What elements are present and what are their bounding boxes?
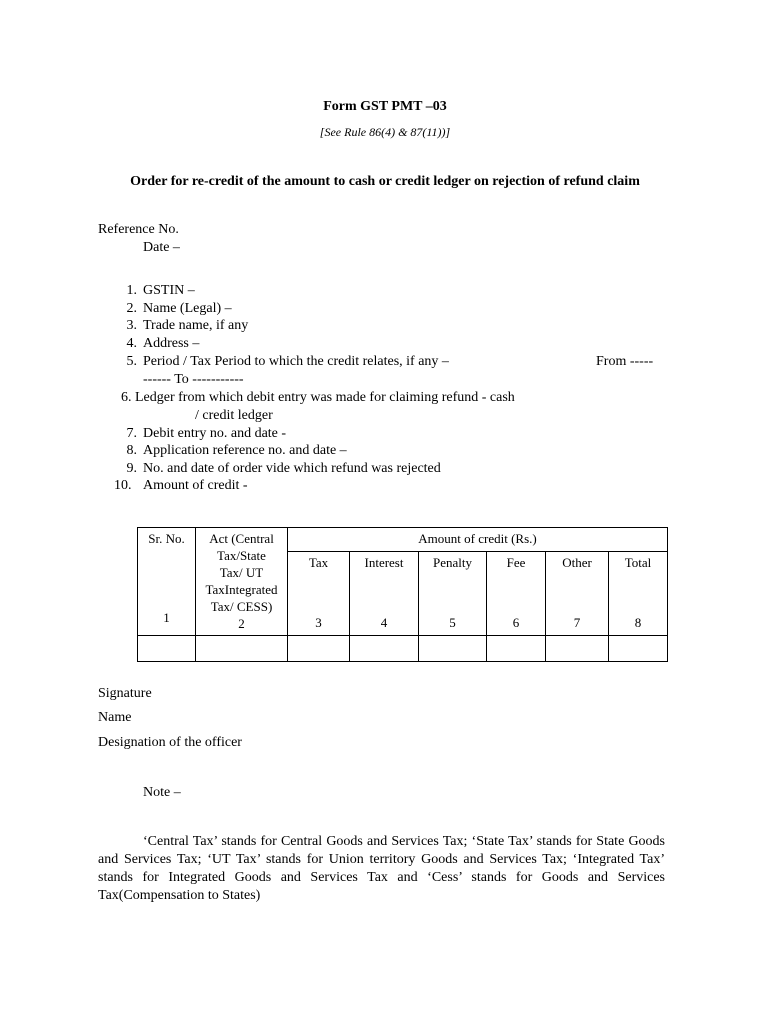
act-line: Tax/State [217, 548, 266, 563]
item-application-ref: Application reference no. and date – [143, 443, 347, 458]
table-cell [138, 636, 196, 662]
item-number: 9. [126, 461, 137, 476]
item-number: 8. [126, 443, 137, 458]
item-number: 3. [126, 318, 137, 333]
table-cell [487, 636, 546, 662]
tax-header [288, 552, 350, 636]
col-number-4: 4 [380, 615, 388, 630]
item-period-to: ------ To ----------- [143, 372, 244, 387]
col-number-3: 3 [315, 615, 322, 630]
item-legal-name: Name (Legal) – [143, 301, 232, 316]
total-label: Total [624, 555, 652, 570]
fee-header [487, 552, 546, 636]
item-order-no: No. and date of order vide which refund was rejected [143, 461, 441, 476]
penalty-label: Penalty [433, 555, 472, 570]
item-ledger-cont: / credit ledger [195, 408, 273, 423]
act-header [196, 528, 288, 636]
act-line: TaxIntegrated [205, 582, 278, 597]
total-header [609, 552, 668, 636]
form-title: Form GST PMT –03 [323, 99, 447, 114]
rule-reference: [See Rule 86(4) & 87(11))] [319, 125, 451, 139]
item-amount-of-credit: Amount of credit - [143, 478, 248, 493]
note-label: Note – [143, 785, 181, 800]
item-gstin: GSTIN – [143, 283, 195, 298]
act-line: Tax/ UT [219, 565, 264, 580]
item-period: Period / Tax Period to which the credit relates, if any – [143, 354, 449, 369]
note-text: ‘Central Tax’ stands for Central Goods and Services Tax; ‘State Tax’ stands for State Goods and Services Tax; ‘UT Tax’ stands for Union territory Goods and Services Tax; ‘Integrated Tax’ stands for Integrated Goods and Services Tax and ‘Cess’ stands for Goods and Services Tax(Compensation to States) [98, 834, 665, 903]
date-label: Date – [143, 240, 180, 255]
col-number-8: 8 [634, 615, 642, 630]
item-number: 2. [126, 301, 137, 316]
col-number-7: 7 [573, 615, 581, 630]
item-period-from: From ----- [596, 354, 654, 369]
table-cell [288, 636, 350, 662]
act-line: Tax/ CESS) [210, 599, 273, 614]
table-cell [196, 636, 288, 662]
other-label: Other [562, 555, 592, 570]
name-label: Name [98, 710, 132, 725]
interest-header [350, 552, 419, 636]
sr-no-label: Sr. No. [148, 531, 185, 546]
item-number: 5. [126, 354, 137, 369]
table-cell [350, 636, 419, 662]
col-number-2: 2 [238, 616, 245, 631]
sr-no-header [138, 528, 196, 636]
item-trade-name: Trade name, if any [143, 318, 249, 333]
act-line: Act (Central [209, 531, 274, 546]
item-number: 10. [114, 478, 132, 493]
table-row [138, 636, 668, 662]
item-debit-entry: Debit entry no. and date - [143, 426, 287, 441]
reference-no-label: Reference No. [98, 222, 179, 237]
signature-label: Signature [98, 686, 152, 701]
other-header [546, 552, 609, 636]
fee-label: Fee [506, 555, 526, 570]
order-title: Order for re-credit of the amount to cash or credit ledger on rejection of refund claim [130, 174, 640, 189]
item-number: 7. [126, 426, 137, 441]
credit-table [137, 527, 668, 662]
col-number-6: 6 [512, 615, 520, 630]
col-number-1: 1 [163, 610, 170, 625]
amount-header: Amount of credit (Rs.) [288, 528, 668, 552]
tax-label: Tax [308, 555, 329, 570]
item-number: 4. [126, 336, 137, 351]
item-number: 1. [126, 283, 137, 298]
penalty-header [419, 552, 487, 636]
item-ledger: 6. Ledger from which debit entry was made for claiming refund - cash [121, 390, 515, 405]
interest-label: Interest [364, 555, 404, 570]
item-address: Address – [143, 336, 200, 351]
table-cell [419, 636, 487, 662]
table-cell [546, 636, 609, 662]
table-cell [609, 636, 668, 662]
col-number-5: 5 [449, 615, 456, 630]
designation-label: Designation of the officer [98, 735, 242, 750]
